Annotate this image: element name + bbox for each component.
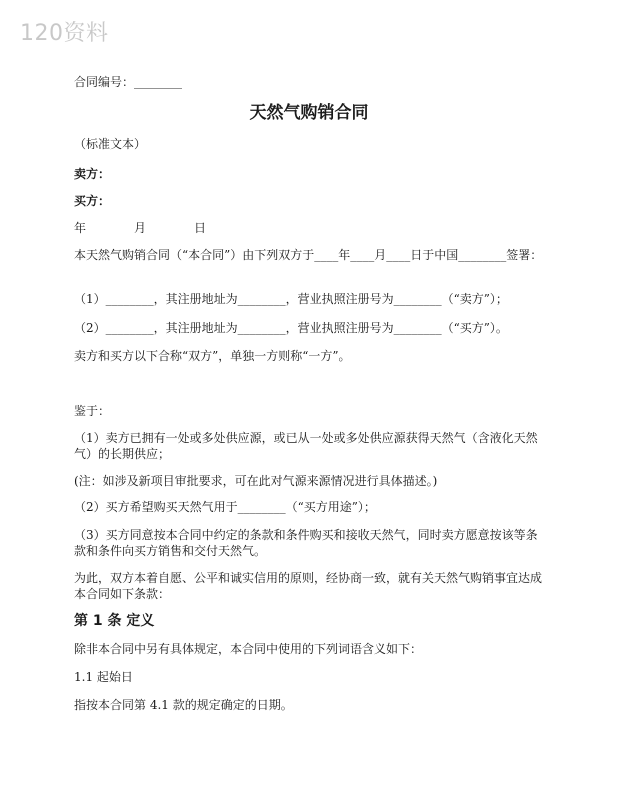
article-1-intro: 除非本合同中另有具体规定，本合同中使用的下列词语含义如下： [74, 642, 423, 656]
party-1: （1）________，其注册地址为________，营业执照注册号为________（“卖方”）； [74, 292, 508, 306]
day-label: 日 [194, 221, 207, 235]
year-label: 年 [74, 221, 87, 235]
parties-note: 卖方和买方以下合称“双方”，单独一方则称“一方”。 [74, 349, 351, 363]
whereas-label: 鉴于： [74, 404, 111, 418]
agreement-paragraph: 为此，双方本着自愿、公平和诚实信用的原则，经协商一致，就有关天然气购销事宜达成本合同如下条款： [74, 571, 543, 601]
month-label: 月 [134, 221, 147, 235]
recital-3: （3）买方同意按本合同中约定的条款和条件购买和接收天然气，同时卖方愿意按该等条款和条件向买方销售和交付天然气。 [74, 528, 538, 558]
subtitle: （标准文本） [74, 137, 147, 151]
article-1-heading: 第 1 条 定义 [74, 613, 155, 629]
seller-label: 卖方： [74, 167, 111, 181]
date-line [74, 220, 554, 236]
party-2: （2）________，其注册地址为________，营业执照注册号为________（“买方”）。 [74, 321, 508, 335]
recital-1: （1）卖方已拥有一处或多处供应源，或已从一处或多处供应源获得天然气（含液化天然气）的长期供应； [74, 431, 538, 461]
intro-paragraph: 本天然气购销合同（“本合同”）由下列双方于____年____月____日于中国________签署： [74, 248, 543, 262]
watermark: 120资料 [20, 21, 109, 46]
recital-note: (注：如涉及新项目审批要求，可在此对气源来源情况进行具体描述。) [74, 474, 438, 488]
contract-number: 合同编号：________ [74, 75, 183, 89]
definition-1-1-title: 1.1 起始日 [74, 670, 133, 684]
recital-2: （2）买方希望购买天然气用于________（“买方用途”）； [74, 500, 376, 514]
page-title: 天然气购销合同 [249, 103, 369, 123]
buyer-label: 买方： [74, 194, 111, 208]
definition-1-1-text: 指按本合同第 4.1 款的规定确定的日期。 [74, 698, 293, 712]
